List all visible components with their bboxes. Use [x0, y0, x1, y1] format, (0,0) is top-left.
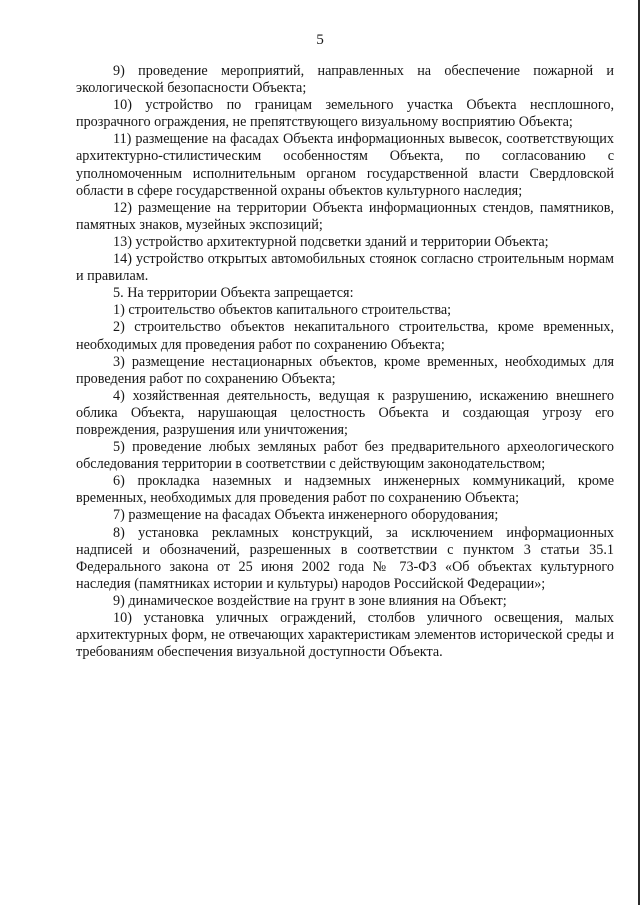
paragraph-prohibited-1: 1) строительство объектов капитального строительства;: [113, 302, 452, 319]
paragraph-prohibited-7: 7) размещение на фасадах Объекта инженерного оборудования;: [113, 507, 499, 524]
paragraph-permitted-12: 12) размещение на территории Объекта информационных стендов, памятников, памятных знаков, музейных экспозиций;: [76, 199, 614, 233]
paragraph-permitted-11: 11) размещение на фасадах Объекта информационных вывесок, соответствующих архитектурно-стилистическим особенностям Объекта, по согласованию с уполномоченным исполнительным органом государственной власти Свердловской области в сфере государственной охраны объектов культурного наследия;: [76, 131, 614, 199]
paragraph-prohibited-5: 5) проведение любых земляных работ без предварительного археологического обследования территории в соответствии с действующим законодательством;: [76, 439, 614, 473]
document-body: [76, 63, 614, 661]
paragraph-permitted-9: 9) проведение мероприятий, направленных на обеспечение пожарной и экологической безопасности Объекта;: [76, 63, 614, 97]
page-number: 5: [316, 31, 324, 48]
paragraph-prohibited-9: 9) динамическое воздействие на грунт в зоне влияния на Объект;: [113, 592, 507, 609]
paragraph-prohibited-8: 8) установка рекламных конструкций, за исключением информационных надписей и обозначений, разрешенных в соответствии с пунктом 3 статьи 35.1 Федерального закона от 25 июня 2002 года № 73-ФЗ «Об объектах культурного наследия (памятниках истории и культуры) народов Российской Федерации»;: [76, 524, 614, 592]
section-heading-prohibited: 5. На территории Объекта запрещается:: [113, 285, 354, 302]
paragraph-prohibited-10: 10) установка уличных ограждений, столбов уличного освещения, малых архитектурных форм, не отвечающих характеристикам элементов исторической среды и требованиям обеспечения визуальной доступности Объекта.: [76, 610, 614, 661]
paragraph-permitted-13: 13) устройство архитектурной подсветки зданий и территории Объекта;: [113, 233, 549, 250]
paragraph-permitted-14: 14) устройство открытых автомобильных стоянок согласно строительным нормам и правилам.: [76, 251, 614, 285]
paragraph-prohibited-3: 3) размещение нестационарных объектов, кроме временных, необходимых для проведения работ по сохранению Объекта;: [76, 353, 614, 387]
paragraph-prohibited-4: 4) хозяйственная деятельность, ведущая к разрушению, искажению внешнего облика Объекта, нарушающая целостность Объекта и создающая угрозу его повреждения, разрушения или уничтожения;: [76, 387, 614, 438]
paragraph-permitted-10: 10) устройство по границам земельного участка Объекта несплошного, прозрачного ограждения, не препятствующего визуальному восприятию Объекта;: [76, 97, 614, 131]
paragraph-prohibited-6: 6) прокладка наземных и надземных инженерных коммуникаций, кроме временных, необходимых для проведения работ по сохранению Объекта;: [76, 473, 614, 507]
paragraph-prohibited-2: 2) строительство объектов некапитального строительства, кроме временных, необходимых для проведения работ по сохранению Объекта;: [76, 319, 614, 353]
